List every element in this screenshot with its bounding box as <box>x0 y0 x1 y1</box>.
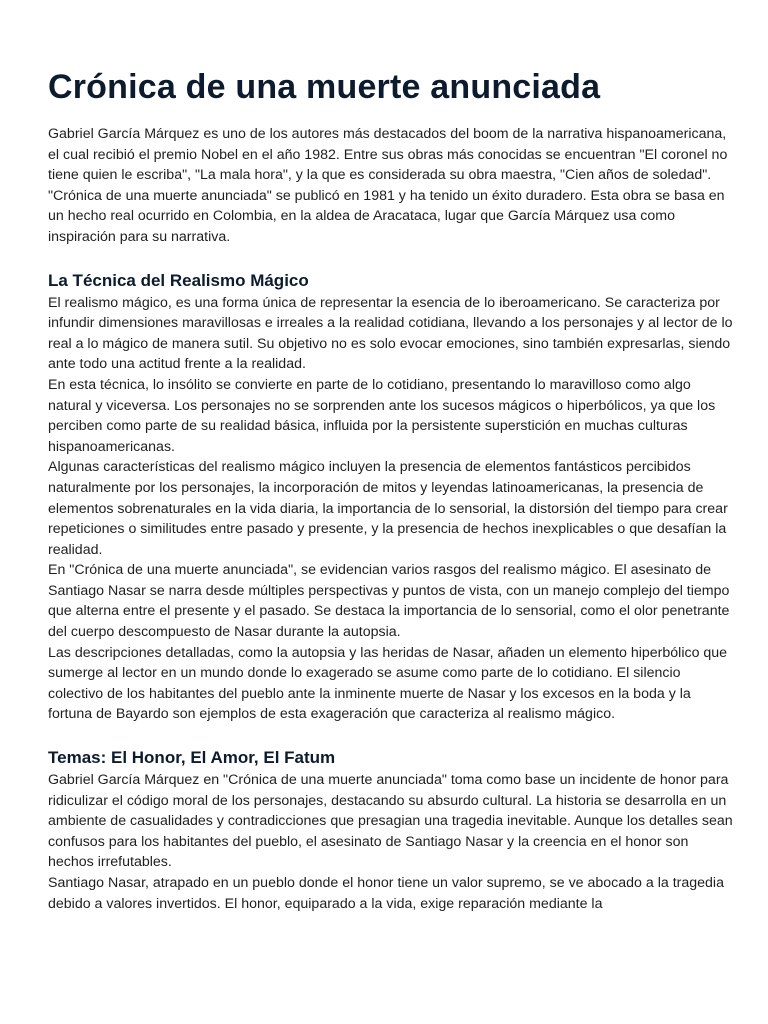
section-paragraph: Gabriel García Márquez en "Crónica de una muerte anunciada" toma como base un incidente de honor para ridiculizar el código moral de los personajes, destacando su absurdo cultural. La historia se desarrolla en un ambiente de casualidades y contradicciones que presagian una tragedia inevitable. Aunque los detalles sean confusos para los habitantes del pueblo, el asesinato de Santiago Nasar y la creencia en el honor son hechos irrefutables. <box>48 772 733 871</box>
document-page <box>48 64 738 914</box>
section-paragraph: Santiago Nasar, atrapado en un pueblo donde el honor tiene un valor supremo, se ve abocado a la tragedia debido a valores invertidos. El honor, equiparado a la vida, exige reparación mediante la <box>48 875 724 912</box>
section-paragraph: Algunas características del realismo mágico incluyen la presencia de elementos fantásticos percibidos naturalmente por los personajes, la incorporación de mitos y leyendas latinoamericanas, la presencia de elementos sobrenaturales en la vida diaria, la importancia de lo sensorial, la distorsión del tiempo para crear repeticiones o similitudes entre pasado y presente, y la presencia de hechos inexplicables o que desafían la realidad. <box>48 459 728 558</box>
section-temas <box>48 746 738 914</box>
section-paragraph: El realismo mágico, es una forma única de representar la esencia de lo iberoamericano. Se caracteriza por infundir dimensiones maravillosas e irreales a la realidad cotidiana, llevando a los personajes y al lector de lo real a lo mágico de manera sutil. Su objetivo no es solo evocar emociones, sino también expresarlas, siendo ante todo una actitud frente a la realidad. <box>48 294 733 373</box>
section-heading-temas: Temas: El Honor, El Amor, El Fatum <box>48 748 336 768</box>
page-title: Crónica de una muerte anunciada <box>48 68 601 106</box>
section-heading-realismo-magico: La Técnica del Realismo Mágico <box>48 270 309 290</box>
section-paragraph: En esta técnica, lo insólito se convierte en parte de lo cotidiano, presentando lo maravilloso como algo natural y viceversa. Los personajes no se sorprenden ante los sucesos mágicos o hiperbólicos, ya que los perciben como parte de su realidad básica, influida por la persistente superstición en muchas culturas hispanoamericanas. <box>48 376 716 455</box>
section-realismo-magico <box>48 269 738 725</box>
section-paragraph: Las descripciones detalladas, como la autopsia y las heridas de Nasar, añaden un elemento hiperbólico que sumerge al lector en un mundo donde lo exagerado se asume como parte de lo cotidiano. El silencio colectivo de los habitantes del pueblo ante la inminente muerte de Nasar y los excesos en la boda y la fortuna de Bayardo son ejemplos de esta exageración que caracteriza al realismo mágico. <box>48 644 728 723</box>
intro-paragraph: Gabriel García Márquez es uno de los autores más destacados del boom de la narrativa hispanoamericana, el cual recibió el premio Nobel en el año 1982. Entre sus obras más conocidas se encuentran "El coronel no tiene quien le escriba", "La mala hora", y la que es considerada su obra maestra, "Cien años de soledad". "Crónica de una muerte anunciada" se publicó en 1981 y ha tenido un éxito duradero. Esta obra se basa en un hecho real ocurrido en Colombia, en la aldea de Aracataca, lugar que García Márquez usa como inspiración para su narrativa. <box>48 126 728 245</box>
section-paragraph: En "Crónica de una muerte anunciada", se evidencian varios rasgos del realismo mágico. El asesinato de Santiago Nasar se narra desde múltiples perspectivas y puntos de vista, con un manejo complejo del tiempo que alterna entre el presente y el pasado. Se destaca la importancia de lo sensorial, como el olor penetrante del cuerpo descompuesto de Nasar durante la autopsia. <box>48 562 730 641</box>
